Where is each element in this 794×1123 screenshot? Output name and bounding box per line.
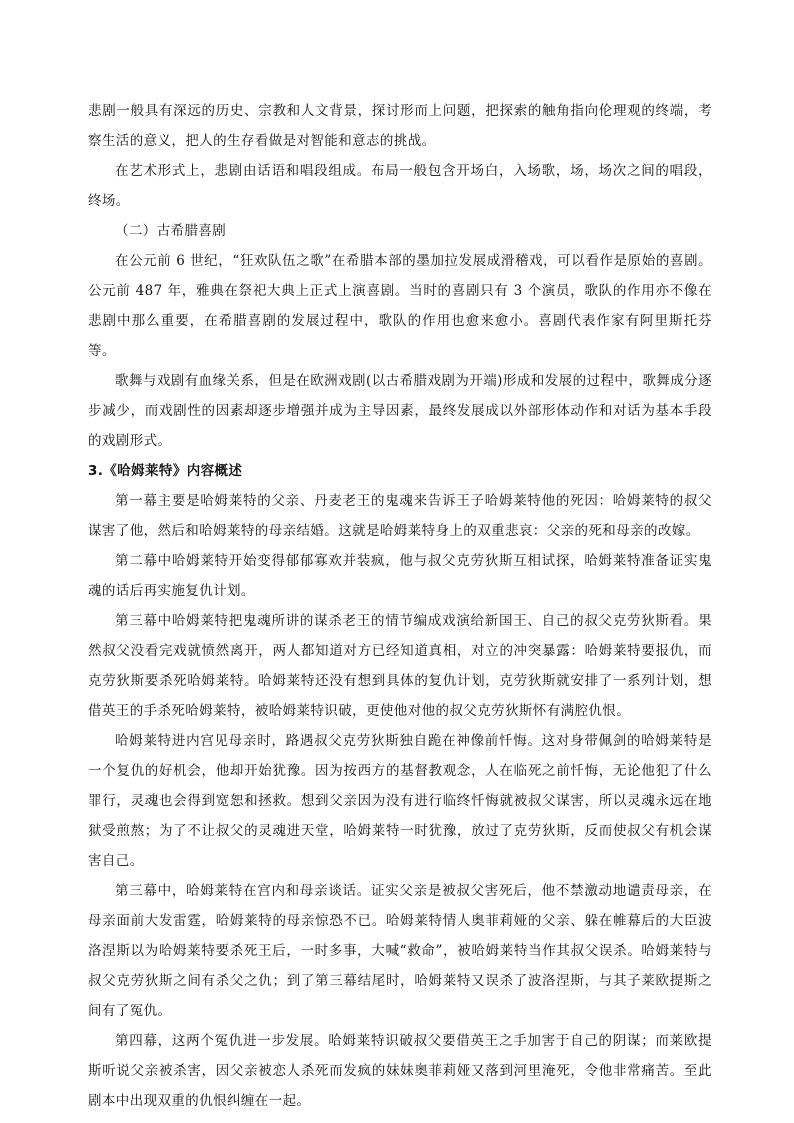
- paragraph-act-two: 第二幕中哈姆莱特开始变得郁郁寡欢并装疯，他与叔父克劳狄斯互相试探，哈姆莱特准备证实鬼魂的话后再实施复仇计划。: [88, 553, 712, 599]
- paragraph-act-three-mother: 第三幕中，哈姆莱特在宫内和母亲谈话。证实父亲是被叔父害死后，他不禁激动地谴责母亲，在母亲面前大发雷霆，哈姆莱特的母亲惊恐不已。哈姆莱特情人奥菲莉娅的父亲、躲在帷幕后的大臣波洛涅斯以为哈姆莱特要杀死王后，一时多事，大喊“救命”，被哈姆莱特当作其叔父误杀。哈姆莱特与叔父克劳狄斯之间有杀父之仇；到了第三幕结尾时，哈姆莱特又误杀了波洛涅斯，与其子莱欧提斯之间有了冤仇。: [88, 883, 712, 1019]
- subheading-greek-comedy: （二）古希腊喜剧: [115, 223, 227, 239]
- paragraph-comedy-origin: 在公元前 6 世纪，“狂欢队伍之歌”在希腊本部的墨加拉发展成滑稽戏，可以看作是原始的喜剧。公元前 487 年，雅典在祭祀大典上正式上演喜剧。当时的喜剧只有 3 个演员，歌队的作用亦不像在悲剧中那么重要，在希腊喜剧的发展过程中，歌队的作用也愈来愈小。喜剧代表作家有阿里斯托芬等。: [88, 253, 712, 359]
- document-page: [88, 96, 712, 1116]
- paragraph-tragedy-form: 在艺术形式上，悲剧由话语和唱段组成。布局一般包含开场白，入场歌，场，场次之间的唱段，终场。: [88, 163, 712, 209]
- paragraph-act-one: 第一幕主要是哈姆莱特的父亲、丹麦老王的鬼魂来告诉王子哈姆莱特他的死因：哈姆莱特的叔父谋害了他，然后和哈姆莱特的母亲结婚。这就是哈姆莱特身上的双重悲哀：父亲的死和母亲的改嫁。: [88, 493, 712, 539]
- section-heading-hamlet-summary: 3.《哈姆莱特》内容概述: [88, 463, 243, 479]
- paragraph-act-three-play: 第三幕中哈姆莱特把鬼魂所讲的谋杀老王的情节编成戏演给新国王、自己的叔父克劳狄斯看。果然叔父没看完戏就愤然离开，两人都知道对方已经知道真相，对立的冲突暴露：哈姆莱特要报仇，而克劳狄斯要杀死哈姆莱特。哈姆莱特还没有想到具体的复仇计划，克劳狄斯就安排了一系列计划，想借英王的手杀死哈姆莱特，被哈姆莱特识破，更使他对他的叔父克劳狄斯怀有满腔仇恨。: [88, 613, 712, 719]
- paragraph-act-four: 第四幕，这两个冤仇进一步发展。哈姆莱特识破叔父要借英王之手加害于自己的阴谋；而莱欧提斯听说父亲被杀害，因父亲被恋人杀死而发疯的妹妹奥菲莉娅又落到河里淹死，令他非常痛苦。至此剧本中出现双重的仇恨纠缠在一起。: [88, 1033, 712, 1109]
- paragraph-dance-and-drama: 歌舞与戏剧有血缘关系，但是在欧洲戏剧(以古希腊戏剧为开端)形成和发展的过程中，歌舞成分逐步减少，而戏剧性的因素却逐步增强并成为主导因素，最终发展成以外部形体动作和对话为基本手段的戏剧形式。: [88, 373, 712, 449]
- paragraph-act-three-prayer: 哈姆莱特进内宫见母亲时，路遇叔父克劳狄斯独自跪在神像前忏悔。这对身带佩剑的哈姆莱特是一个复仇的好机会，他却开始犹豫。因为按西方的基督教观念，人在临死之前忏悔，无论他犯了什么罪行，灵魂也会得到宽恕和拯救。想到父亲因为没有进行临终忏悔就被叔父谋害，所以灵魂永远在地狱受煎熬；为了不让叔父的灵魂进天堂，哈姆莱特一时犹豫，放过了克劳狄斯，反而使叔父有机会谋害自己。: [88, 733, 712, 869]
- paragraph-tragedy-background: 悲剧一般具有深远的历史、宗教和人文背景，探讨形而上问题，把探索的触角指向伦理观的终端，考察生活的意义，把人的生存看做是对智能和意志的挑战。: [88, 103, 712, 149]
